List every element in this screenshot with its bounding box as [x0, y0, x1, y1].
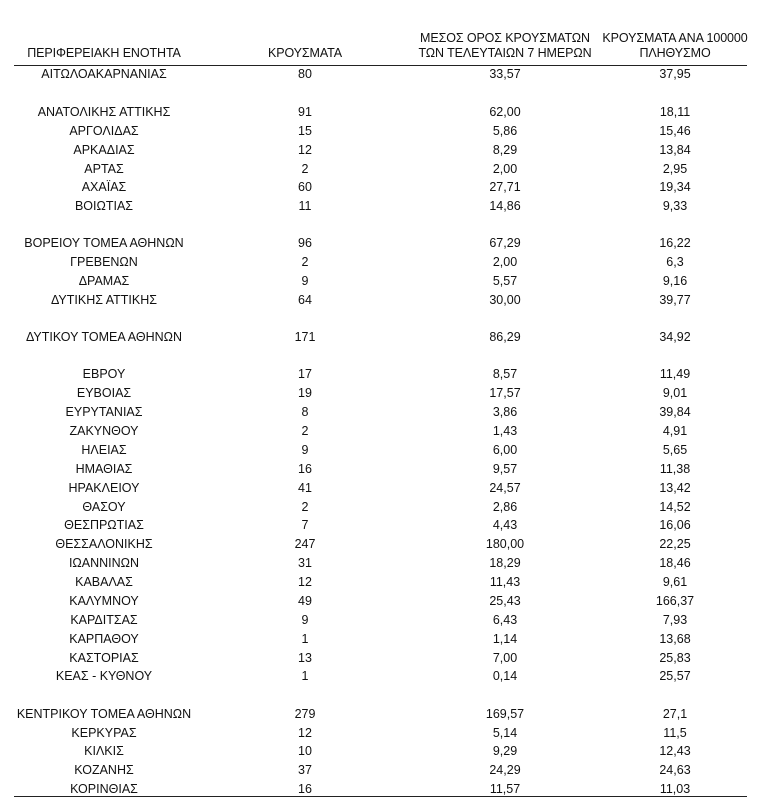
region-name: ΑΡΓΟΛΙΔΑΣ [69, 124, 139, 138]
per-100k-value: 12,43 [659, 744, 691, 758]
cases-value: 11 [298, 199, 312, 213]
table-row [0, 460, 760, 478]
table-row [0, 291, 760, 309]
table-row [0, 441, 760, 459]
per-100k-value: 16,22 [659, 236, 691, 250]
cases-value: 12 [298, 575, 312, 589]
per-100k-value: 22,25 [659, 537, 691, 551]
header-avg-line2: ΤΩΝ ΤΕΛΕΥΤΑΙΩΝ 7 ΗΜΕΡΩΝ [418, 46, 592, 60]
table-row [0, 328, 760, 346]
region-name: ΚΟΡΙΝΘΙΑΣ [70, 782, 138, 796]
per-100k-value: 11,5 [663, 726, 687, 740]
cases-value: 49 [298, 594, 312, 608]
table-row [0, 611, 760, 629]
cases-value: 9 [301, 443, 309, 457]
region-name: ΑΧΑΪΑΣ [81, 180, 127, 194]
region-name: ΚΑΣΤΟΡΙΑΣ [69, 651, 139, 665]
avg-7day-value: 5,57 [492, 274, 518, 288]
avg-7day-value: 11,43 [489, 575, 521, 589]
region-name: ΓΡΕΒΕΝΩΝ [70, 255, 138, 269]
per-100k-value: 14,52 [659, 500, 691, 514]
avg-7day-value: 62,00 [489, 105, 521, 119]
region-name: ΑΙΤΩΛΟΑΚΑΡΝΑΝΙΑΣ [41, 67, 167, 81]
table-row [0, 535, 760, 553]
per-100k-value: 39,77 [659, 293, 691, 307]
table-row [0, 592, 760, 610]
table-row [0, 498, 760, 516]
cases-value: 12 [298, 726, 312, 740]
region-name: ΘΑΣΟΥ [82, 500, 126, 514]
cases-value: 2 [301, 424, 309, 438]
table-row [0, 516, 760, 534]
region-name: ΚΕΝΤΡΙΚΟΥ ΤΟΜΕΑ ΑΘΗΝΩΝ [16, 707, 192, 721]
table-row [0, 554, 760, 572]
avg-7day-value: 169,57 [485, 707, 525, 721]
region-name: ΗΛΕΙΑΣ [81, 443, 127, 457]
cases-value: 96 [298, 236, 312, 250]
avg-7day-value: 5,86 [492, 124, 518, 138]
header-per [580, 31, 760, 61]
per-100k-value: 5,65 [662, 443, 688, 457]
table-row [0, 122, 760, 140]
cases-value: 16 [298, 782, 312, 796]
table-row [0, 272, 760, 290]
region-name: ΑΝΑΤΟΛΙΚΗΣ ΑΤΤΙΚΗΣ [37, 105, 171, 119]
region-name: ΚΙΛΚΙΣ [84, 744, 124, 758]
avg-7day-value: 8,57 [492, 367, 518, 381]
per-100k-value: 27,1 [662, 707, 688, 721]
table-row [0, 160, 760, 178]
table-row [0, 384, 760, 402]
cases-value: 10 [298, 744, 312, 758]
region-name: ΘΕΣΣΑΛΟΝΙΚΗΣ [55, 537, 153, 551]
per-100k-value: 13,84 [659, 143, 691, 157]
avg-7day-value: 7,00 [492, 651, 518, 665]
header-cases-label: ΚΡΟΥΣΜΑΤΑ [267, 46, 343, 60]
cases-value: 7 [301, 518, 309, 532]
avg-7day-value: 2,86 [492, 500, 518, 514]
cases-value: 8 [301, 405, 309, 419]
header-region [14, 46, 194, 61]
table-row [0, 253, 760, 271]
per-100k-value: 11,49 [659, 367, 691, 381]
table-row [0, 403, 760, 421]
avg-7day-value: 11,57 [489, 782, 521, 796]
table-row [0, 141, 760, 159]
region-name: ΒΟΙΩΤΙΑΣ [74, 199, 134, 213]
cases-value: 37 [298, 763, 312, 777]
cases-value: 9 [301, 613, 309, 627]
per-100k-value: 166,37 [655, 594, 695, 608]
cases-value: 1 [301, 632, 309, 646]
region-name: ΑΡΚΑΔΙΑΣ [73, 143, 135, 157]
cases-value: 1 [301, 669, 309, 683]
avg-7day-value: 180,00 [485, 537, 525, 551]
region-name: ΔΡΑΜΑΣ [78, 274, 130, 288]
region-name: ΙΩΑΝΝΙΝΩΝ [68, 556, 140, 570]
region-name: ΔΥΤΙΚΟΥ ΤΟΜΕΑ ΑΘΗΝΩΝ [25, 330, 183, 344]
per-100k-value: 37,95 [659, 67, 691, 81]
per-100k-value: 2,95 [662, 162, 688, 176]
avg-7day-value: 6,43 [492, 613, 518, 627]
avg-7day-value: 17,57 [489, 386, 521, 400]
avg-7day-value: 9,29 [492, 744, 518, 758]
avg-7day-value: 3,86 [492, 405, 518, 419]
region-name: ΘΕΣΠΡΩΤΙΑΣ [64, 518, 144, 532]
avg-7day-value: 2,00 [492, 162, 518, 176]
avg-7day-value: 24,57 [489, 481, 521, 495]
avg-7day-value: 1,14 [492, 632, 518, 646]
avg-7day-value: 67,29 [489, 236, 521, 250]
cases-value: 31 [298, 556, 312, 570]
per-100k-value: 7,93 [662, 613, 688, 627]
per-100k-value: 24,63 [659, 763, 691, 777]
cases-value: 279 [294, 707, 316, 721]
region-name: ΚΕΑΣ - ΚΥΘΝΟΥ [55, 669, 153, 683]
cases-value: 19 [298, 386, 312, 400]
region-name: ΚΑΒΑΛΑΣ [75, 575, 133, 589]
table-row [0, 422, 760, 440]
avg-7day-value: 0,14 [492, 669, 518, 683]
avg-7day-value: 27,71 [489, 180, 521, 194]
avg-7day-value: 24,29 [489, 763, 521, 777]
per-100k-value: 4,91 [662, 424, 688, 438]
cases-value: 80 [298, 67, 312, 81]
per-100k-value: 16,06 [659, 518, 691, 532]
avg-7day-value: 30,00 [489, 293, 521, 307]
per-100k-value: 39,84 [659, 405, 691, 419]
cases-value: 2 [301, 255, 309, 269]
per-100k-value: 13,68 [659, 632, 691, 646]
region-name: ΚΑΛΥΜΝΟΥ [69, 594, 139, 608]
table-row [0, 573, 760, 591]
header-per-line1: ΚΡΟΥΣΜΑΤΑ ΑΝΑ 100000 [602, 31, 748, 45]
bottom-divider [14, 796, 747, 797]
table-row [0, 103, 760, 121]
table-row [0, 365, 760, 383]
region-name: ΔΥΤΙΚΗΣ ΑΤΤΙΚΗΣ [51, 293, 157, 307]
table-row [0, 724, 760, 742]
per-100k-value: 9,01 [662, 386, 688, 400]
table-row [0, 742, 760, 760]
cases-value: 9 [301, 274, 309, 288]
avg-7day-value: 6,00 [492, 443, 518, 457]
per-100k-value: 11,38 [659, 462, 691, 476]
region-name: ΗΜΑΘΙΑΣ [75, 462, 133, 476]
table-row [0, 649, 760, 667]
cases-value: 171 [294, 330, 316, 344]
table-row [0, 705, 760, 723]
region-name: ΚΟΖΑΝΗΣ [74, 763, 134, 777]
avg-7day-value: 4,43 [492, 518, 518, 532]
region-name: ΑΡΤΑΣ [84, 162, 124, 176]
table-row [0, 65, 760, 83]
cases-value: 13 [298, 651, 312, 665]
table-row [0, 667, 760, 685]
avg-7day-value: 1,43 [492, 424, 518, 438]
region-name: ΕΒΡΟΥ [82, 367, 126, 381]
avg-7day-value: 5,14 [492, 726, 518, 740]
avg-7day-value: 86,29 [489, 330, 521, 344]
table-row [0, 178, 760, 196]
table-row [0, 197, 760, 215]
avg-7day-value: 2,00 [492, 255, 518, 269]
per-100k-value: 18,11 [659, 105, 691, 119]
cases-value: 16 [298, 462, 312, 476]
header-avg-line1: ΜΕΣΟΣ ΟΡΟΣ ΚΡΟΥΣΜΑΤΩΝ [420, 31, 590, 45]
cases-value: 41 [298, 481, 312, 495]
header-cases [250, 46, 360, 61]
cases-value: 12 [298, 143, 312, 157]
cases-value: 60 [298, 180, 312, 194]
region-name: ΗΡΑΚΛΕΙΟΥ [68, 481, 140, 495]
avg-7day-value: 18,29 [489, 556, 521, 570]
cases-value: 247 [294, 537, 316, 551]
cases-value: 2 [301, 500, 309, 514]
per-100k-value: 19,34 [659, 180, 691, 194]
table-row [0, 630, 760, 648]
per-100k-value: 11,03 [659, 782, 691, 796]
avg-7day-value: 14,86 [489, 199, 521, 213]
table-row [0, 761, 760, 779]
per-100k-value: 15,46 [659, 124, 691, 138]
per-100k-value: 9,33 [662, 199, 688, 213]
per-100k-value: 34,92 [659, 330, 691, 344]
region-name: ΚΕΡΚΥΡΑΣ [71, 726, 137, 740]
cases-value: 2 [301, 162, 309, 176]
header-per-line2: ΠΛΗΘΥΣΜΟ [639, 46, 711, 60]
region-name: ΚΑΡΠΑΘΟΥ [69, 632, 139, 646]
table-row [0, 479, 760, 497]
table-row [0, 234, 760, 252]
region-name: ΕΥΒΟΙΑΣ [76, 386, 132, 400]
avg-7day-value: 8,29 [492, 143, 518, 157]
cases-value: 64 [298, 293, 312, 307]
avg-7day-value: 25,43 [489, 594, 521, 608]
per-100k-value: 13,42 [659, 481, 691, 495]
avg-7day-value: 9,57 [492, 462, 518, 476]
region-name: ΒΟΡΕΙΟΥ ΤΟΜΕΑ ΑΘΗΝΩΝ [24, 236, 184, 250]
header-region-label: ΠΕΡΙΦΕΡΕΙΑΚΗ ΕΝΟΤΗΤΑ [27, 46, 181, 60]
per-100k-value: 18,46 [659, 556, 691, 570]
cases-value: 15 [298, 124, 312, 138]
avg-7day-value: 33,57 [489, 67, 521, 81]
region-name: ΚΑΡΔΙΤΣΑΣ [70, 613, 138, 627]
per-100k-value: 25,57 [659, 669, 691, 683]
cases-value: 91 [298, 105, 312, 119]
region-name: ΖΑΚΥΝΘΟΥ [69, 424, 139, 438]
cases-value: 17 [298, 367, 312, 381]
per-100k-value: 6,3 [666, 255, 684, 269]
per-100k-value: 9,16 [662, 274, 688, 288]
per-100k-value: 9,61 [662, 575, 688, 589]
per-100k-value: 25,83 [659, 651, 691, 665]
region-name: ΕΥΡΥΤΑΝΙΑΣ [65, 405, 143, 419]
